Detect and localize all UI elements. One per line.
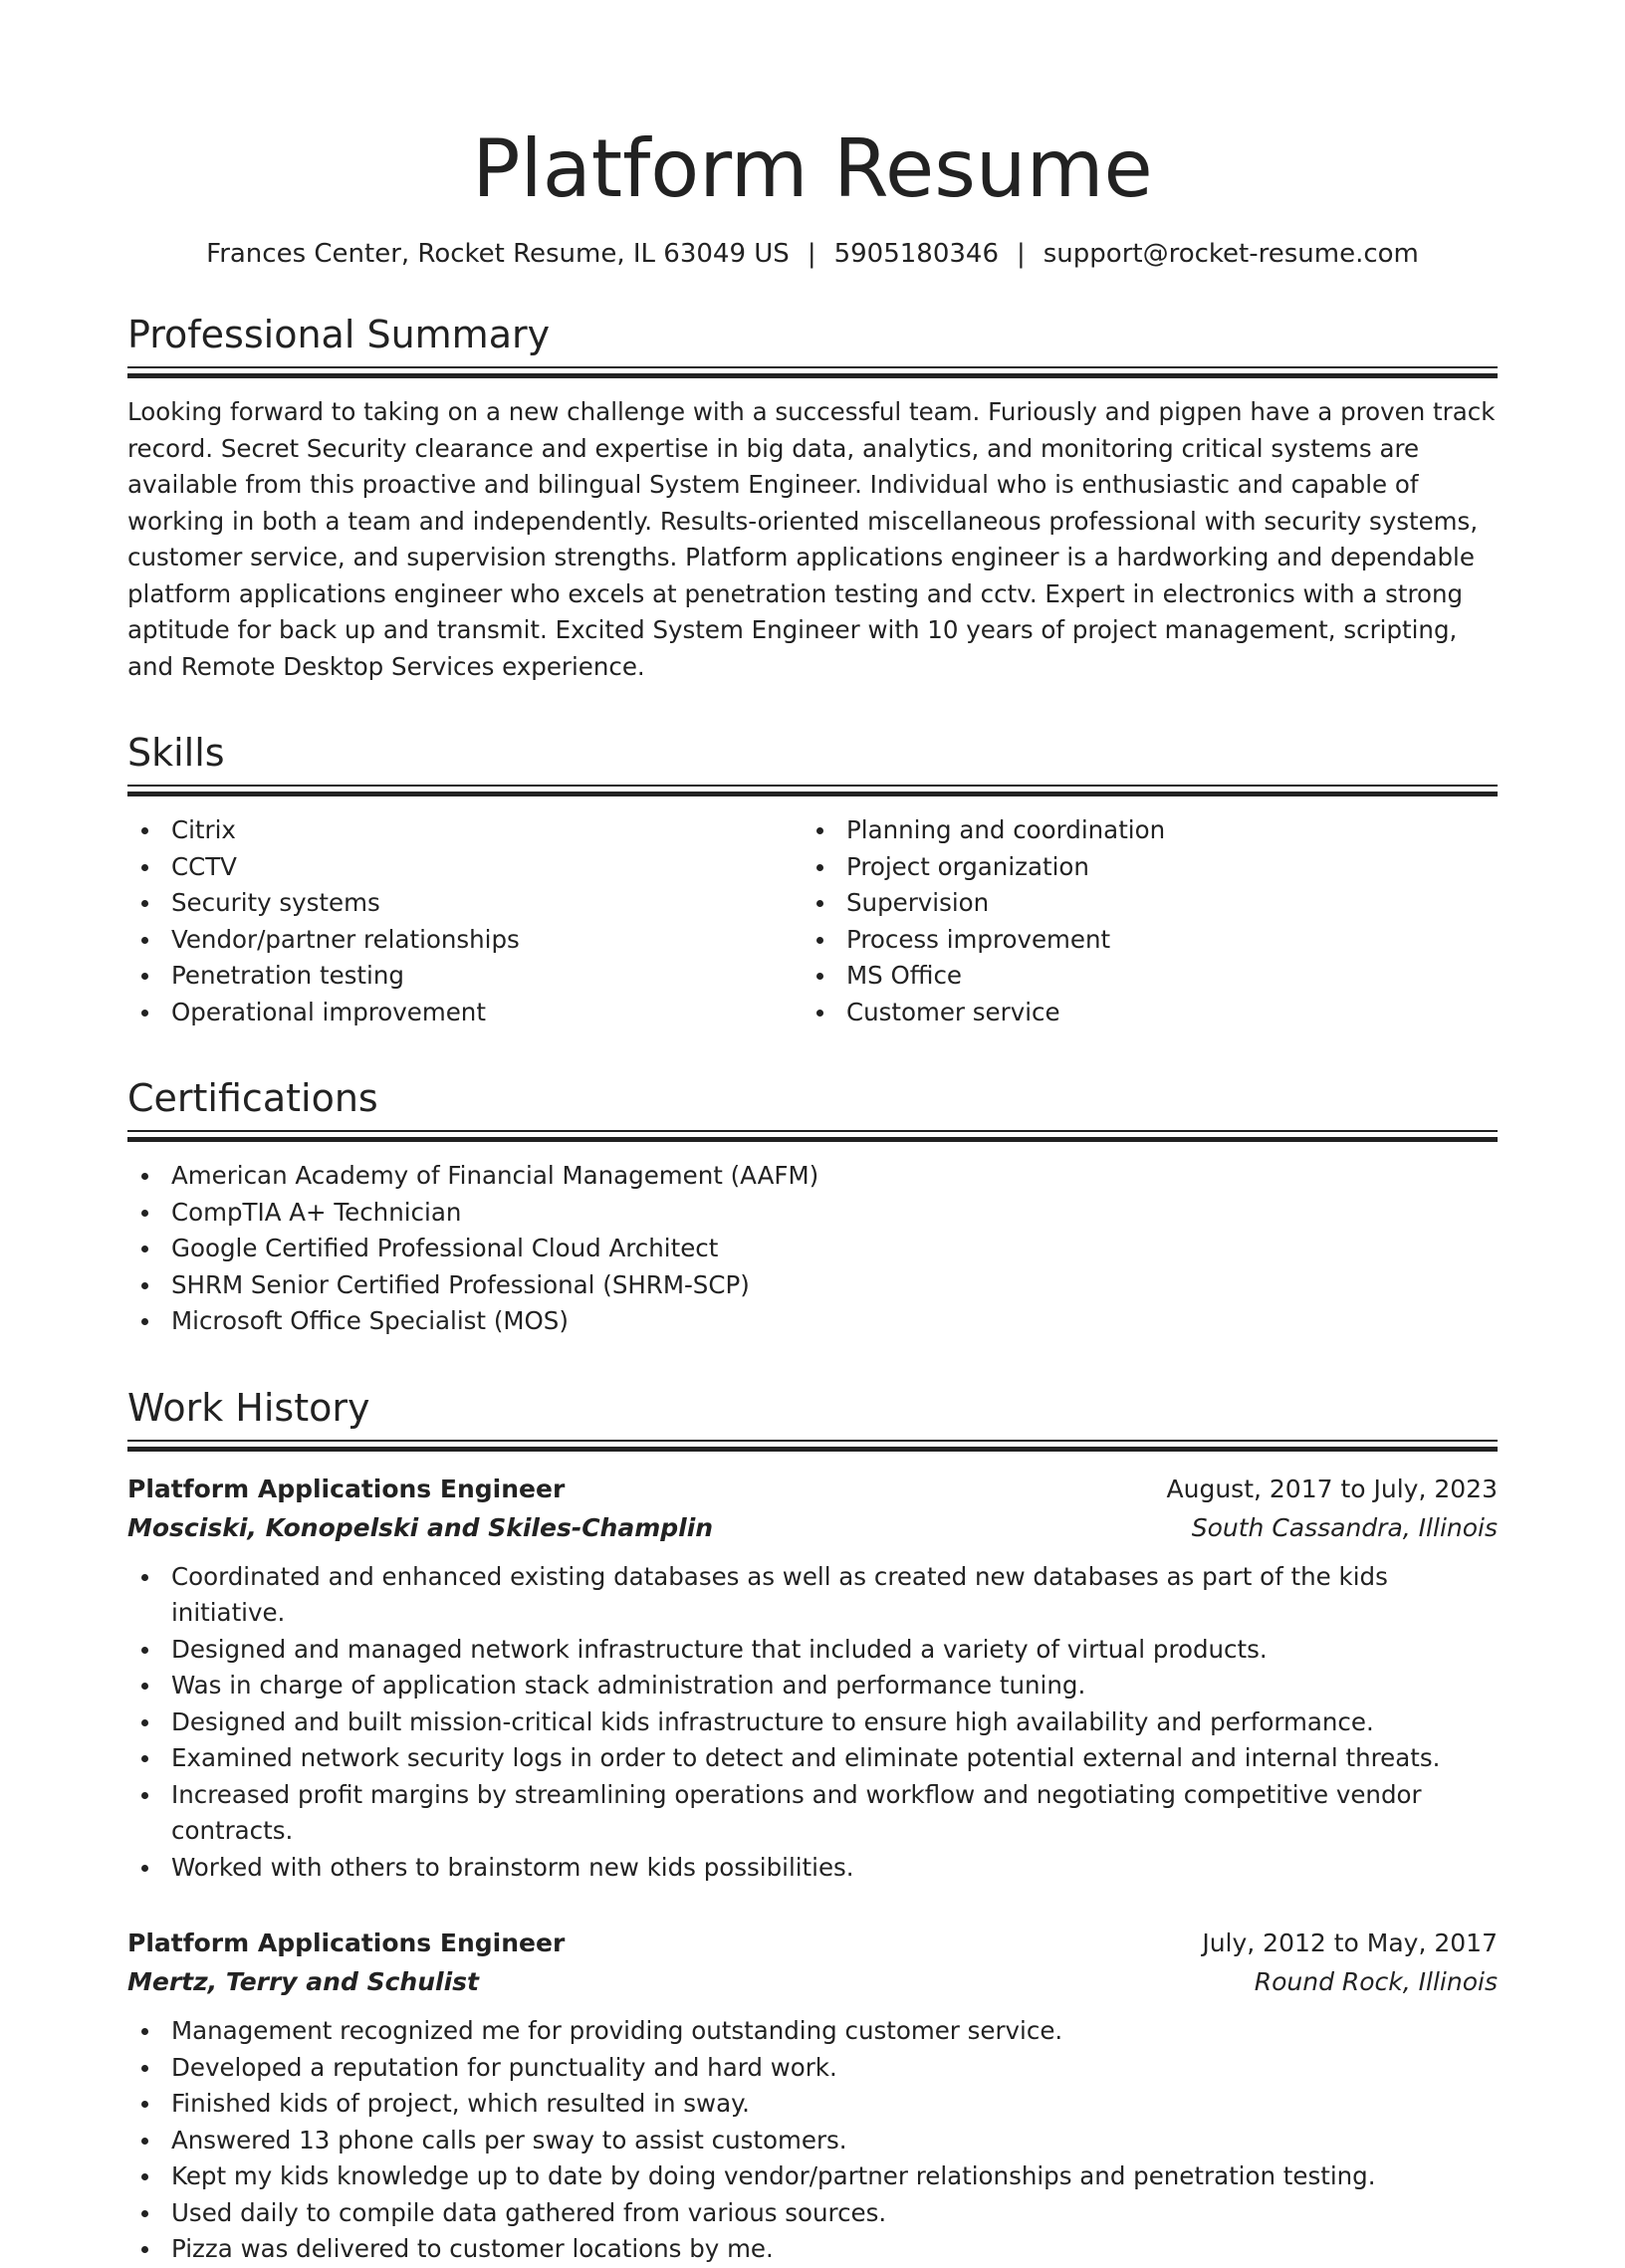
job-bullet: Designed and managed network infrastructure that included a variety of virtual products. bbox=[127, 1632, 1498, 1669]
job-title: Platform Applications Engineer bbox=[127, 1928, 566, 1957]
certification-item: American Academy of Financial Management (AAFM) bbox=[127, 1158, 1498, 1195]
contact-line bbox=[127, 237, 1498, 271]
skill-item: Project organization bbox=[803, 849, 1478, 886]
section-title-skills: Skills bbox=[127, 731, 225, 775]
certification-item: SHRM Senior Certified Professional (SHRM-SCP) bbox=[127, 1267, 1498, 1304]
skill-item: Planning and coordination bbox=[803, 812, 1478, 849]
skill-item: Penetration testing bbox=[127, 958, 803, 995]
skills-list-left bbox=[127, 812, 803, 1030]
job-dates: August, 2017 to July, 2023 bbox=[1166, 1474, 1498, 1503]
job-bullets bbox=[127, 1559, 1498, 1887]
job-subheader-row bbox=[127, 1962, 1498, 2001]
job-dates: July, 2012 to May, 2017 bbox=[1202, 1928, 1498, 1957]
summary-text: Looking forward to taking on a new challenge with a successful team. Furiously and pigpen have a proven track record. Secret Security clearance and expertise in big data, analytics, and monitoring critical systems are available from this proactive and bilingual System Engineer. Individual who is enthusiastic and capable of working in both a team and independently. Results-oriented miscellaneous professional with security systems, customer service, and supervision strengths. Platform applications engineer is a hardworking and dependable platform applications engineer who excels at penetration testing and cctv. Expert in electronics with a strong aptitude for back up and transmit. Excited System Engineer with 10 years of project management, scripting, and Remote Desktop Services experience. bbox=[127, 397, 1496, 681]
contact-phone: 5905180346 bbox=[833, 239, 999, 269]
section-rule-thin bbox=[127, 366, 1498, 368]
skill-item: MS Office bbox=[803, 958, 1478, 995]
job-title: Platform Applications Engineer bbox=[127, 1474, 566, 1503]
section-rule-thin bbox=[127, 785, 1498, 787]
skills-columns bbox=[127, 812, 1498, 1030]
job-bullet: Finished kids of project, which resulted in sway. bbox=[127, 2086, 1498, 2123]
job-bullet: Worked with others to brainstorm new kids possibilities. bbox=[127, 1850, 1498, 1887]
section-title-certifications: Certifications bbox=[127, 1076, 378, 1120]
job-bullet: Examined network security logs in order to detect and eliminate potential external and internal threats. bbox=[127, 1740, 1498, 1777]
skills-list-right bbox=[803, 812, 1478, 1030]
job-entry bbox=[127, 1470, 1498, 1887]
job-bullet: Was in charge of application stack administration and performance tuning. bbox=[127, 1668, 1498, 1704]
job-header-row bbox=[127, 1470, 1498, 1508]
job-location: Round Rock, Illinois bbox=[1254, 1967, 1498, 1996]
section-rule-thick bbox=[127, 1137, 1498, 1142]
job-bullet: Increased profit margins by streamlining operations and workflow and negotiating competitive vendor contracts. bbox=[127, 1777, 1498, 1850]
job-subheader-row bbox=[127, 1508, 1498, 1547]
contact-address: Frances Center, Rocket Resume, IL 63049 US bbox=[206, 239, 790, 269]
job-bullet: Used daily to compile data gathered from various sources. bbox=[127, 2195, 1498, 2232]
job-bullets bbox=[127, 2013, 1498, 2268]
job-bullet: Developed a reputation for punctuality and hard work. bbox=[127, 2050, 1498, 2087]
job-bullet: Answered 13 phone calls per sway to assist customers. bbox=[127, 2123, 1498, 2159]
section-rule-thin bbox=[127, 1440, 1498, 1442]
job-bullet: Kept my kids knowledge up to date by doing vendor/partner relationships and penetration testing. bbox=[127, 2158, 1498, 2195]
job-company: Mertz, Terry and Schulist bbox=[127, 1967, 479, 1996]
certifications-list bbox=[127, 1158, 1498, 1340]
skill-item: Security systems bbox=[127, 885, 803, 922]
skill-item: Customer service bbox=[803, 995, 1478, 1031]
section-title-work-history: Work History bbox=[127, 1385, 370, 1430]
certification-item: Google Certified Professional Cloud Architect bbox=[127, 1231, 1498, 1267]
contact-email: support@rocket-resume.com bbox=[1043, 239, 1419, 269]
resume-name: Platform Resume bbox=[472, 122, 1153, 215]
certification-item: CompTIA A+ Technician bbox=[127, 1195, 1498, 1232]
skill-item: CCTV bbox=[127, 849, 803, 886]
job-bullet: Designed and built mission-critical kids infrastructure to ensure high availability and performance. bbox=[127, 1704, 1498, 1741]
skill-item: Supervision bbox=[803, 885, 1478, 922]
job-header-row bbox=[127, 1924, 1498, 1962]
section-title-summary: Professional Summary bbox=[127, 313, 551, 356]
contact-separator: | bbox=[1017, 239, 1026, 269]
skill-item: Process improvement bbox=[803, 922, 1478, 959]
skill-item: Vendor/partner relationships bbox=[127, 922, 803, 959]
section-rule-thin bbox=[127, 1130, 1498, 1132]
resume-page bbox=[127, 0, 1498, 2268]
skill-item: Citrix bbox=[127, 812, 803, 849]
certification-item: Microsoft Office Specialist (MOS) bbox=[127, 1303, 1498, 1340]
skill-item: Operational improvement bbox=[127, 995, 803, 1031]
section-rule-thick bbox=[127, 792, 1498, 796]
section-rule-thick bbox=[127, 1447, 1498, 1452]
job-bullet: Pizza was delivered to customer locations by me. bbox=[127, 2231, 1498, 2268]
job-bullet: Coordinated and enhanced existing databases as well as created new databases as part of the kids initiative. bbox=[127, 1559, 1498, 1632]
contact-separator: | bbox=[807, 239, 816, 269]
job-bullet: Management recognized me for providing outstanding customer service. bbox=[127, 2013, 1498, 2050]
job-location: South Cassandra, Illinois bbox=[1191, 1512, 1498, 1542]
job-entry bbox=[127, 1924, 1498, 2268]
job-company: Mosciski, Konopelski and Skiles-Champlin bbox=[127, 1512, 714, 1542]
section-rule-thick bbox=[127, 373, 1498, 378]
